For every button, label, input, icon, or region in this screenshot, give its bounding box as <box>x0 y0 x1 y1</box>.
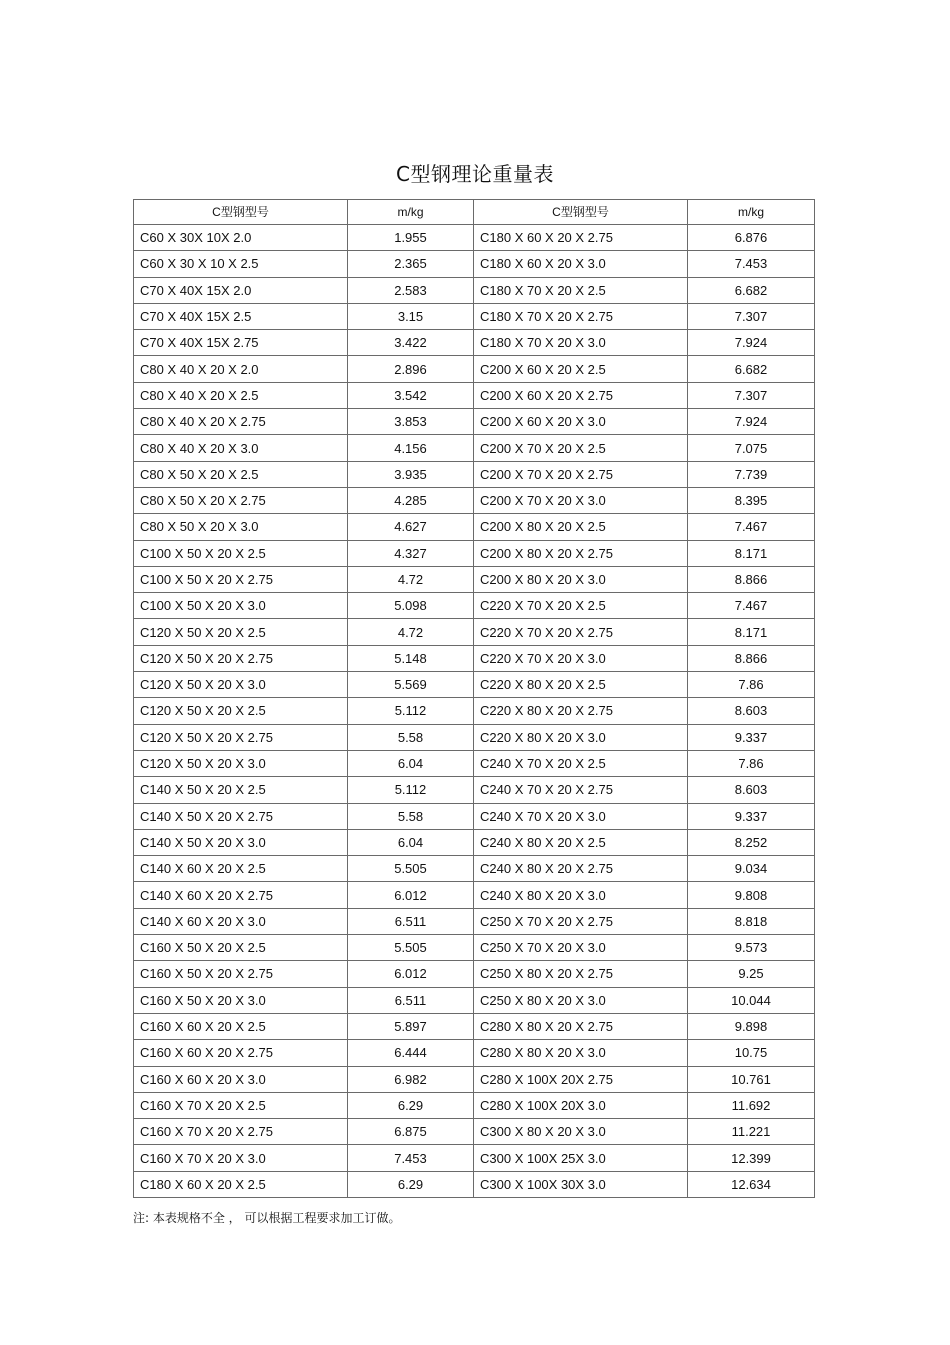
table-row <box>134 961 815 987</box>
weight-left-cell: 6.511 <box>348 908 474 934</box>
footnote: 注: 本表规格不全 ， 可以根据工程要求加工订做。 <box>133 1211 401 1225</box>
table-row <box>134 645 815 671</box>
model-left-cell: C160 X 50 X 20 X 3.0 <box>134 987 348 1013</box>
weight-right-cell: 6.682 <box>688 277 815 303</box>
weight-left-cell: 5.58 <box>348 724 474 750</box>
weight-right-cell: 10.044 <box>688 987 815 1013</box>
table-row <box>134 619 815 645</box>
table-row <box>134 856 815 882</box>
model-left-cell: C100 X 50 X 20 X 2.5 <box>134 540 348 566</box>
model-left-cell: C160 X 60 X 20 X 2.5 <box>134 1013 348 1039</box>
weight-right-cell: 8.603 <box>688 698 815 724</box>
model-right-cell: C180 X 60 X 20 X 3.0 <box>474 251 688 277</box>
page-title: C型钢理论重量表 <box>396 162 554 186</box>
model-left-cell: C120 X 50 X 20 X 2.75 <box>134 645 348 671</box>
table-row <box>134 987 815 1013</box>
table-row <box>134 777 815 803</box>
weight-right-cell: 8.171 <box>688 540 815 566</box>
header-model-left: C型钢型号 <box>134 200 348 225</box>
model-left-cell: C160 X 50 X 20 X 2.75 <box>134 961 348 987</box>
weight-left-cell: 3.422 <box>348 330 474 356</box>
model-left-cell: C120 X 50 X 20 X 3.0 <box>134 750 348 776</box>
model-right-cell: C220 X 70 X 20 X 2.5 <box>474 593 688 619</box>
weight-left-cell: 6.012 <box>348 882 474 908</box>
weight-left-cell: 4.156 <box>348 435 474 461</box>
model-right-cell: C300 X 100X 25X 3.0 <box>474 1145 688 1171</box>
table-row <box>134 382 815 408</box>
table-row <box>134 1013 815 1039</box>
table-row <box>134 593 815 619</box>
model-left-cell: C70 X 40X 15X 2.5 <box>134 303 348 329</box>
weight-right-cell: 7.307 <box>688 382 815 408</box>
weight-left-cell: 5.569 <box>348 672 474 698</box>
weight-right-cell: 8.395 <box>688 487 815 513</box>
table-row <box>134 935 815 961</box>
model-right-cell: C280 X 80 X 20 X 3.0 <box>474 1040 688 1066</box>
model-right-cell: C250 X 80 X 20 X 3.0 <box>474 987 688 1013</box>
weight-right-cell: 8.603 <box>688 777 815 803</box>
weight-right-cell: 6.682 <box>688 356 815 382</box>
weight-right-cell: 7.924 <box>688 409 815 435</box>
weight-left-cell: 5.505 <box>348 856 474 882</box>
table-body <box>134 225 815 1198</box>
weight-left-cell: 6.29 <box>348 1092 474 1118</box>
model-right-cell: C200 X 60 X 20 X 3.0 <box>474 409 688 435</box>
model-left-cell: C80 X 50 X 20 X 2.5 <box>134 461 348 487</box>
weight-right-cell: 9.898 <box>688 1013 815 1039</box>
weight-right-cell: 7.924 <box>688 330 815 356</box>
weight-right-cell: 8.171 <box>688 619 815 645</box>
weight-left-cell: 5.505 <box>348 935 474 961</box>
table-row <box>134 672 815 698</box>
model-right-cell: C280 X 80 X 20 X 2.75 <box>474 1013 688 1039</box>
weight-left-cell: 7.453 <box>348 1145 474 1171</box>
model-right-cell: C240 X 80 X 20 X 2.75 <box>474 856 688 882</box>
model-left-cell: C160 X 70 X 20 X 2.5 <box>134 1092 348 1118</box>
weight-right-cell: 8.818 <box>688 908 815 934</box>
weight-left-cell: 6.29 <box>348 1171 474 1197</box>
weight-left-cell: 5.112 <box>348 777 474 803</box>
weight-right-cell: 11.221 <box>688 1119 815 1145</box>
model-left-cell: C70 X 40X 15X 2.75 <box>134 330 348 356</box>
model-right-cell: C220 X 80 X 20 X 2.75 <box>474 698 688 724</box>
weight-left-cell: 6.012 <box>348 961 474 987</box>
header-model-right: C型钢型号 <box>474 200 688 225</box>
weight-left-cell: 3.935 <box>348 461 474 487</box>
model-left-cell: C80 X 50 X 20 X 3.0 <box>134 514 348 540</box>
model-left-cell: C160 X 60 X 20 X 3.0 <box>134 1066 348 1092</box>
model-left-cell: C80 X 40 X 20 X 2.0 <box>134 356 348 382</box>
table-row <box>134 698 815 724</box>
weight-right-cell: 6.876 <box>688 225 815 251</box>
model-left-cell: C120 X 50 X 20 X 2.75 <box>134 724 348 750</box>
weight-left-cell: 6.982 <box>348 1066 474 1092</box>
weight-right-cell: 9.337 <box>688 724 815 750</box>
table-row <box>134 566 815 592</box>
table-row <box>134 1066 815 1092</box>
model-right-cell: C250 X 70 X 20 X 2.75 <box>474 908 688 934</box>
model-right-cell: C200 X 60 X 20 X 2.75 <box>474 382 688 408</box>
weight-left-cell: 6.511 <box>348 987 474 1013</box>
model-right-cell: C180 X 70 X 20 X 3.0 <box>474 330 688 356</box>
model-left-cell: C100 X 50 X 20 X 3.0 <box>134 593 348 619</box>
model-left-cell: C80 X 40 X 20 X 2.75 <box>134 409 348 435</box>
model-left-cell: C140 X 60 X 20 X 3.0 <box>134 908 348 934</box>
table-row <box>134 1171 815 1197</box>
model-left-cell: C140 X 50 X 20 X 2.75 <box>134 803 348 829</box>
model-right-cell: C200 X 80 X 20 X 3.0 <box>474 566 688 592</box>
weight-right-cell: 10.75 <box>688 1040 815 1066</box>
table-header-row <box>134 200 815 225</box>
weight-left-cell: 6.04 <box>348 829 474 855</box>
weight-right-cell: 7.453 <box>688 251 815 277</box>
weight-right-cell: 12.634 <box>688 1171 815 1197</box>
model-left-cell: C140 X 50 X 20 X 2.5 <box>134 777 348 803</box>
weight-left-cell: 3.15 <box>348 303 474 329</box>
weight-left-cell: 1.955 <box>348 225 474 251</box>
model-right-cell: C200 X 60 X 20 X 2.5 <box>474 356 688 382</box>
weight-left-cell: 5.58 <box>348 803 474 829</box>
weight-right-cell: 7.075 <box>688 435 815 461</box>
header-weight-right: m/kg <box>688 200 815 225</box>
model-right-cell: C240 X 70 X 20 X 2.5 <box>474 750 688 776</box>
model-left-cell: C180 X 60 X 20 X 2.5 <box>134 1171 348 1197</box>
weight-right-cell: 7.307 <box>688 303 815 329</box>
weight-left-cell: 5.098 <box>348 593 474 619</box>
weight-right-cell: 8.866 <box>688 645 815 671</box>
model-right-cell: C280 X 100X 20X 2.75 <box>474 1066 688 1092</box>
weight-right-cell: 9.034 <box>688 856 815 882</box>
weight-right-cell: 10.761 <box>688 1066 815 1092</box>
model-left-cell: C140 X 60 X 20 X 2.5 <box>134 856 348 882</box>
weight-right-cell: 12.399 <box>688 1145 815 1171</box>
model-right-cell: C240 X 80 X 20 X 2.5 <box>474 829 688 855</box>
table-row <box>134 330 815 356</box>
weight-right-cell: 7.467 <box>688 514 815 540</box>
weight-right-cell: 8.866 <box>688 566 815 592</box>
table-row <box>134 461 815 487</box>
model-left-cell: C80 X 40 X 20 X 2.5 <box>134 382 348 408</box>
model-right-cell: C220 X 80 X 20 X 3.0 <box>474 724 688 750</box>
model-left-cell: C100 X 50 X 20 X 2.75 <box>134 566 348 592</box>
model-left-cell: C120 X 50 X 20 X 3.0 <box>134 672 348 698</box>
table-row <box>134 409 815 435</box>
table-row <box>134 435 815 461</box>
model-left-cell: C160 X 50 X 20 X 2.5 <box>134 935 348 961</box>
model-right-cell: C300 X 80 X 20 X 3.0 <box>474 1119 688 1145</box>
model-right-cell: C180 X 60 X 20 X 2.75 <box>474 225 688 251</box>
weight-right-cell: 7.467 <box>688 593 815 619</box>
model-right-cell: C280 X 100X 20X 3.0 <box>474 1092 688 1118</box>
weight-left-cell: 5.148 <box>348 645 474 671</box>
table-row <box>134 225 815 251</box>
weight-left-cell: 4.627 <box>348 514 474 540</box>
table-row <box>134 487 815 513</box>
model-right-cell: C250 X 70 X 20 X 3.0 <box>474 935 688 961</box>
weight-right-cell: 7.86 <box>688 672 815 698</box>
weight-right-cell: 9.337 <box>688 803 815 829</box>
table-row <box>134 829 815 855</box>
model-right-cell: C220 X 70 X 20 X 3.0 <box>474 645 688 671</box>
model-right-cell: C220 X 70 X 20 X 2.75 <box>474 619 688 645</box>
model-left-cell: C140 X 50 X 20 X 3.0 <box>134 829 348 855</box>
table-row <box>134 724 815 750</box>
table-row <box>134 277 815 303</box>
model-left-cell: C160 X 60 X 20 X 2.75 <box>134 1040 348 1066</box>
model-left-cell: C160 X 70 X 20 X 3.0 <box>134 1145 348 1171</box>
table-row <box>134 356 815 382</box>
table-row <box>134 1119 815 1145</box>
table-row <box>134 1040 815 1066</box>
model-left-cell: C60 X 30 X 10 X 2.5 <box>134 251 348 277</box>
model-right-cell: C200 X 80 X 20 X 2.75 <box>474 540 688 566</box>
table-row <box>134 803 815 829</box>
model-left-cell: C80 X 50 X 20 X 2.75 <box>134 487 348 513</box>
table-row <box>134 1092 815 1118</box>
weight-left-cell: 4.327 <box>348 540 474 566</box>
model-left-cell: C140 X 60 X 20 X 2.75 <box>134 882 348 908</box>
model-right-cell: C200 X 70 X 20 X 2.5 <box>474 435 688 461</box>
weight-right-cell: 7.739 <box>688 461 815 487</box>
model-left-cell: C70 X 40X 15X 2.0 <box>134 277 348 303</box>
weight-right-cell: 9.25 <box>688 961 815 987</box>
weight-left-cell: 5.112 <box>348 698 474 724</box>
table-row <box>134 303 815 329</box>
table-row <box>134 514 815 540</box>
model-left-cell: C80 X 40 X 20 X 3.0 <box>134 435 348 461</box>
model-right-cell: C240 X 70 X 20 X 3.0 <box>474 803 688 829</box>
model-left-cell: C120 X 50 X 20 X 2.5 <box>134 619 348 645</box>
weight-right-cell: 9.573 <box>688 935 815 961</box>
model-left-cell: C160 X 70 X 20 X 2.75 <box>134 1119 348 1145</box>
weight-left-cell: 2.896 <box>348 356 474 382</box>
weight-left-cell: 3.853 <box>348 409 474 435</box>
weight-left-cell: 4.285 <box>348 487 474 513</box>
weight-right-cell: 11.692 <box>688 1092 815 1118</box>
table-row <box>134 540 815 566</box>
table-row <box>134 882 815 908</box>
model-left-cell: C120 X 50 X 20 X 2.5 <box>134 698 348 724</box>
header-weight-left: m/kg <box>348 200 474 225</box>
model-right-cell: C300 X 100X 30X 3.0 <box>474 1171 688 1197</box>
weight-left-cell: 2.583 <box>348 277 474 303</box>
model-right-cell: C200 X 70 X 20 X 3.0 <box>474 487 688 513</box>
model-right-cell: C250 X 80 X 20 X 2.75 <box>474 961 688 987</box>
table-row <box>134 1145 815 1171</box>
model-right-cell: C200 X 70 X 20 X 2.75 <box>474 461 688 487</box>
weight-left-cell: 6.444 <box>348 1040 474 1066</box>
table-row <box>134 750 815 776</box>
table-row <box>134 908 815 934</box>
model-left-cell: C60 X 30X 10X 2.0 <box>134 225 348 251</box>
model-right-cell: C220 X 80 X 20 X 2.5 <box>474 672 688 698</box>
model-right-cell: C240 X 70 X 20 X 2.75 <box>474 777 688 803</box>
weight-left-cell: 6.04 <box>348 750 474 776</box>
model-right-cell: C240 X 80 X 20 X 3.0 <box>474 882 688 908</box>
model-right-cell: C200 X 80 X 20 X 2.5 <box>474 514 688 540</box>
table-row <box>134 251 815 277</box>
weight-right-cell: 7.86 <box>688 750 815 776</box>
weight-table <box>133 199 815 1198</box>
model-right-cell: C180 X 70 X 20 X 2.5 <box>474 277 688 303</box>
weight-left-cell: 2.365 <box>348 251 474 277</box>
weight-right-cell: 8.252 <box>688 829 815 855</box>
weight-left-cell: 6.875 <box>348 1119 474 1145</box>
weight-left-cell: 5.897 <box>348 1013 474 1039</box>
weight-left-cell: 4.72 <box>348 566 474 592</box>
weight-left-cell: 4.72 <box>348 619 474 645</box>
model-right-cell: C180 X 70 X 20 X 2.75 <box>474 303 688 329</box>
weight-left-cell: 3.542 <box>348 382 474 408</box>
weight-right-cell: 9.808 <box>688 882 815 908</box>
